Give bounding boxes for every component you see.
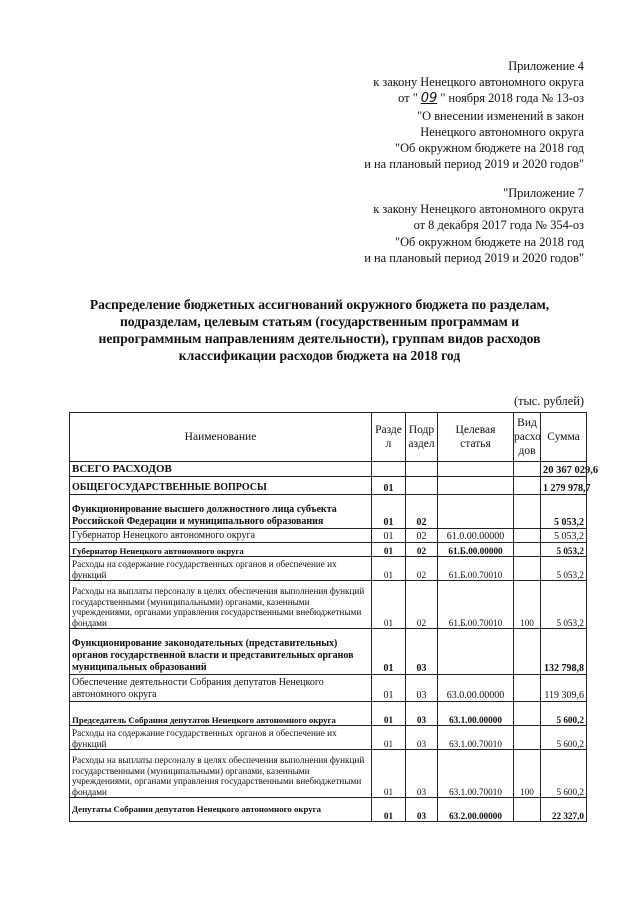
table-row [70,798,587,822]
row-subsection: 02 [406,557,438,581]
units-label: (тыс. рублей) [513,394,584,408]
row-name: ВСЕГО РАСХОДОВ [70,462,372,477]
table-row [70,750,587,798]
row-target: 63.1.00.70010 [438,726,514,750]
row-name: ОБЩЕГОСУДАРСТВЕННЫЕ ВОПРОСЫ [70,477,372,495]
row-subsection: 03 [406,750,438,798]
row-section: 01 [372,675,406,702]
header-target: Целевая статья [438,413,514,462]
row-name: Председатель Собрания депутатов Ненецкого автономного округа [70,702,372,726]
appendix-7-period: и на плановый период 2019 и 2020 годов" [364,250,584,265]
row-type [514,798,541,822]
row-name: Расходы на выплаты персоналу в целях обеспечения выполнения функций государственными (муниципальными) органами, казенными учреждениями, органами управления государственными внебюджетными фондами [70,750,372,798]
row-type [514,557,541,581]
budget-table [69,412,599,822]
row-subsection: 02 [406,581,438,629]
table-row [70,581,587,629]
table-row [70,629,587,675]
row-subsection: 02 [406,529,438,543]
handwritten-day: 09 [420,91,438,107]
row-name: Обеспечение деятельности Собрания депутатов Ненецкого автономного округа [70,675,372,702]
title-line: подразделам, целевым статьям (государственным программам и [119,314,520,329]
row-sum: 5 600,2 [541,726,587,750]
row-name: Функционирование высшего должностного лица субъекта Российской Федерации и муниципального образования [70,495,372,529]
row-section: 01 [372,798,406,822]
row-type [514,629,541,675]
row-type [514,543,541,557]
row-target: 61.0.00.00000 [438,529,514,543]
table-row [70,702,587,726]
row-name: Расходы на содержание государственных органов и обеспечение их функций [70,557,372,581]
row-sum: 132 798,8 [541,629,587,675]
title-line: непрограммным направлениям деятельности), группам видов расходов [98,331,541,346]
table-row [70,726,587,750]
row-sum: 5 053,2 [541,495,587,529]
row-sum: 5 053,2 [541,529,587,543]
row-type [514,477,541,495]
appendix-7-law: к закону Ненецкого автономного округа [373,202,584,217]
table-row [70,675,587,702]
table-row [70,495,587,529]
appendix-7-budget: "Об окружном бюджете на 2018 год [395,234,584,249]
row-subsection: 03 [406,798,438,822]
title-line: Распределение бюджетных ассигнований окружного бюджета по разделам, [89,297,550,312]
row-section: 01 [372,629,406,675]
row-name: Функционирование законодательных (представительных) органов государственной власти и представительных органов муниципальных образований [70,629,372,675]
row-target: 61.Б.00.70010 [438,581,514,629]
appendix-4-amend: "О внесении изменений в закон [417,108,584,123]
document-title [62,296,577,364]
appendix-4-header [364,58,584,172]
row-name: Губернатор Ненецкого автономного округа [70,543,372,557]
row-target: 63.2.00.00000 [438,798,514,822]
row-section: 01 [372,557,406,581]
header-name: Наименование [70,413,372,462]
table-row [70,462,587,477]
title-line: классификации расходов бюджета на 2018 год [178,348,461,363]
row-type [514,462,541,477]
row-sum: 5 053,2 [541,557,587,581]
row-target [438,477,514,495]
row-type [514,495,541,529]
appendix-4-period: и на плановый период 2019 и 2020 годов" [364,157,584,172]
row-sum: 22 327,0 [541,798,587,822]
row-sum: 119 309,6 [541,675,587,702]
row-subsection: 03 [406,726,438,750]
row-target [438,462,514,477]
row-section: 01 [372,581,406,629]
row-subsection: 03 [406,702,438,726]
row-name: Депутаты Собрания депутатов Ненецкого автономного округа [70,798,372,822]
row-type: 100 [514,750,541,798]
row-target: 63.1.00.70010 [438,750,514,798]
row-section: 01 [372,477,406,495]
row-section: 01 [372,529,406,543]
appendix-7-date: от 8 декабря 2017 года № 354-оз [413,218,584,233]
appendix-4-region: Ненецкого автономного округа [420,124,584,139]
table-row [70,557,587,581]
row-target: 61.Б.00.00000 [438,543,514,557]
row-section: 01 [372,702,406,726]
row-sum: 5 600,2 [541,702,587,726]
appendix-7-header [364,185,584,266]
header-section: Разде л [372,413,406,462]
row-subsection: 02 [406,543,438,557]
header-sum: Сумма [541,413,587,462]
appendix-4-date: от " 09 " ноября 2018 года № 13-оз [398,91,584,107]
row-section: 01 [372,726,406,750]
row-sum: 5 053,2 [541,543,587,557]
row-sum: 5 600,2 [541,750,587,798]
row-subsection: 03 [406,675,438,702]
row-sum: 1 279 978,7 [541,477,587,495]
table-header-row [70,413,587,462]
appendix-4-law: к закону Ненецкого автономного округа [373,75,584,90]
row-name: Расходы на выплаты персоналу в целях обеспечения выполнения функций государственными (муниципальными) органами, казенными учреждениями, органами управления государственными внебюджетными фондами [70,581,372,629]
row-type [514,675,541,702]
table-row [70,529,587,543]
table-row [70,543,587,557]
table-row [70,477,587,495]
row-target: 63.0.00.00000 [438,675,514,702]
row-sum: 5 053,2 [541,581,587,629]
appendix-4-title: Приложение 4 [508,59,584,73]
row-section: 01 [372,750,406,798]
row-target [438,495,514,529]
row-target [438,629,514,675]
row-target: 63.1.00.00000 [438,702,514,726]
row-type [514,726,541,750]
row-subsection [406,477,438,495]
appendix-4-budget: "Об окружном бюджете на 2018 год [395,141,584,156]
row-subsection: 03 [406,629,438,675]
row-sum: 20 367 029,6 [541,462,587,477]
row-subsection: 02 [406,495,438,529]
row-type [514,702,541,726]
row-subsection [406,462,438,477]
header-subsection: Подр аздел [406,413,438,462]
row-type [514,529,541,543]
appendix-7-title: "Приложение 7 [503,186,584,200]
row-section: 01 [372,543,406,557]
row-section: 01 [372,495,406,529]
header-type: Вид расхо дов [514,413,541,462]
row-section [372,462,406,477]
row-type: 100 [514,581,541,629]
row-name: Губернатор Ненецкого автономного округа [70,529,372,543]
row-name: Расходы на содержание государственных органов и обеспечение их функций [70,726,372,750]
row-target: 61.Б.00.70010 [438,557,514,581]
